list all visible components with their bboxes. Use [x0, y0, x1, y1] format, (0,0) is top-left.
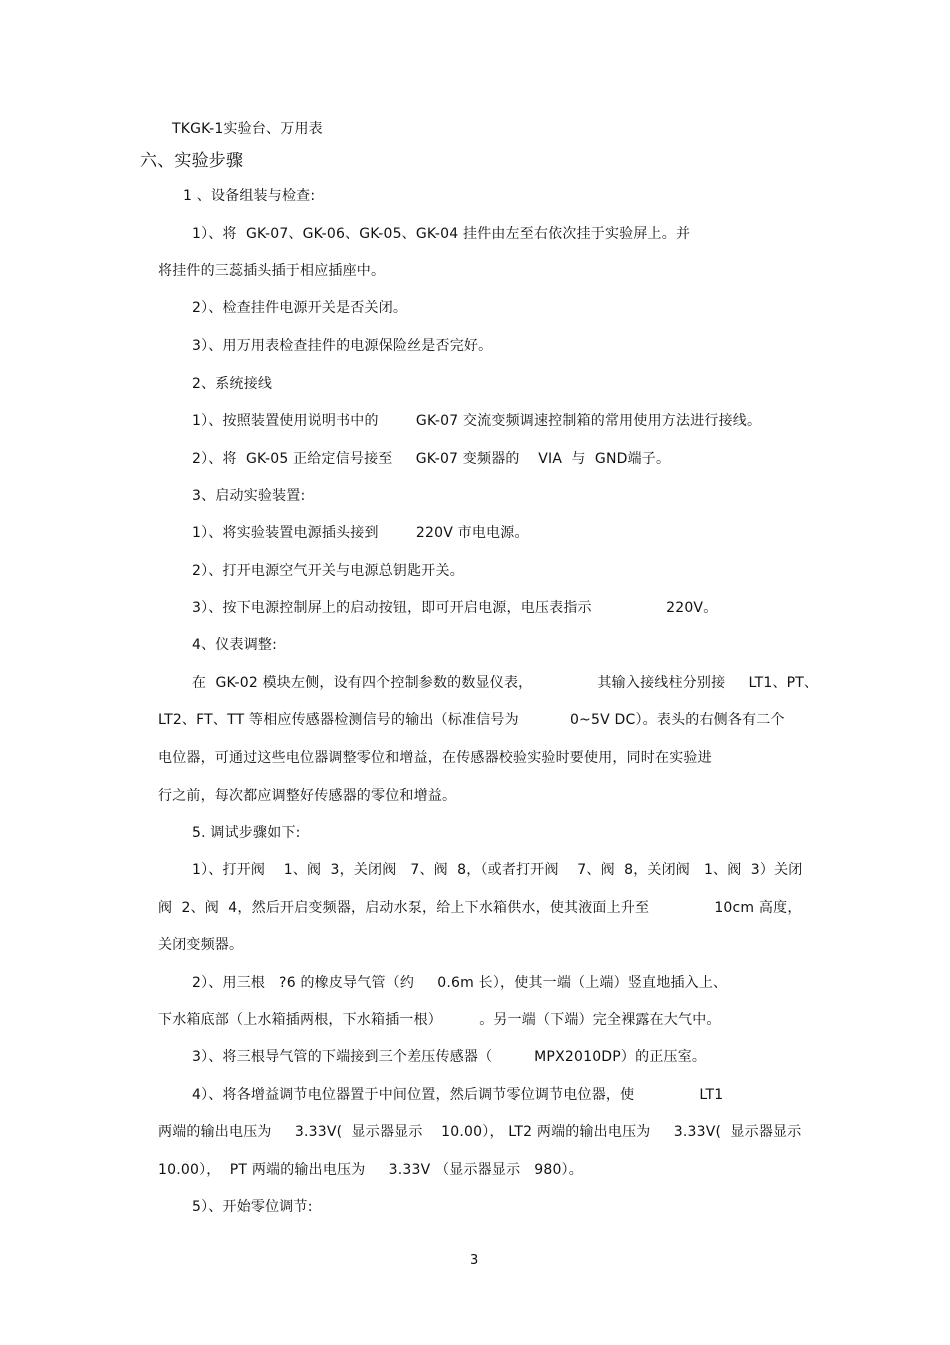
- paragraph-line: 4）、将各增益调节电位器置于中间位置，然后调节零位调节电位器，使 LT1: [192, 1087, 724, 1103]
- paragraph-line: 在 GK-02 模块左侧，设有四个控制参数的数显仪表， 其输入接线柱分别接 LT1、PT、: [192, 675, 819, 691]
- paragraph-line: 下水箱底部（上水箱插两根，下水箱插一根） 。另一端（下端）完全裸露在大气中。: [158, 1012, 721, 1028]
- paragraph-line: 3）、将三根导气管的下端接到三个差压传感器（ MPX2010DP）的正压室。: [192, 1049, 707, 1065]
- paragraph-line: 行之前，每次都应调整好传感器的零位和增益。: [158, 788, 457, 804]
- paragraph-line: 3）、用万用表检查挂件的电源保险丝是否完好。: [192, 338, 493, 354]
- step-heading: 5. 调试步骤如下:: [192, 825, 301, 841]
- step-heading: 3、启动实验装置:: [192, 488, 306, 504]
- page-number: 3: [470, 1253, 479, 1268]
- paragraph-line: 将挂件的三蕊插头插于相应插座中。: [158, 263, 386, 279]
- paragraph-line: 电位器，可通过这些电位器调整零位和增益，在传感器校验实验时要使用，同时在实验进: [158, 750, 712, 766]
- paragraph-line: 3）、按下电源控制屏上的启动按钮，即可开启电源，电压表指示 220V。: [192, 600, 718, 616]
- paragraph-line: 5）、开始零位调节:: [192, 1199, 313, 1215]
- paragraph-line: 关闭变频器。: [158, 937, 244, 953]
- paragraph-line: 1）、按照装置使用说明书中的 GK-07 交流变频调速控制箱的常用使用方法进行接线。: [192, 413, 762, 429]
- paragraph-line: 2）、用三根 ?6 的橡皮导气管（约 0.6m 长），使其一端（上端）竖直地插入上、: [192, 975, 728, 991]
- section-heading: 六、实验步骤: [140, 151, 244, 171]
- step-heading: 4、仪表调整:: [192, 637, 278, 653]
- equipment-line: TKGK-1实验台、万用表: [172, 121, 323, 137]
- paragraph-line: 2）、将 GK-05 正给定信号接至 GK-07 变频器的 VIA 与 GND端子。: [192, 451, 671, 467]
- step-heading: 2、系统接线: [192, 376, 273, 392]
- paragraph-line: 1）、打开阀 1、阀 3，关闭阀 7、阀 8，（或者打开阀 7、阀 8，关闭阀 1、阀 3）关闭: [192, 862, 803, 878]
- paragraph-line: 两端的输出电压为 3.33V( 显示器显示 10.00）， LT2 两端的输出电压为 3.33V( 显示器显示: [158, 1124, 802, 1140]
- paragraph-line: 1）、将 GK-07、GK-06、GK-05、GK-04 挂件由左至右依次挂于实验屏上。并: [192, 226, 691, 242]
- paragraph-line: 2）、打开电源空气开关与电源总钥匙开关。: [192, 563, 464, 579]
- paragraph-line: LT2、FT、TT 等相应传感器检测信号的输出（标准信号为 0~5V DC）。表头的右侧各有二个: [158, 712, 785, 728]
- paragraph-line: 1）、将实验装置电源插头接到 220V 市电电源。: [192, 525, 529, 541]
- paragraph-line: 10.00）， PT 两端的输出电压为 3.33V （显示器显示 980）。: [158, 1162, 583, 1178]
- paragraph-line: 阀 2、阀 4，然后开启变频器，启动水泵，给上下水箱供水，使其液面上升至 10cm 高度，: [158, 900, 802, 916]
- paragraph-line: 2）、检查挂件电源开关是否关闭。: [192, 300, 408, 316]
- step-heading: 1 、设备组装与检查:: [183, 188, 316, 204]
